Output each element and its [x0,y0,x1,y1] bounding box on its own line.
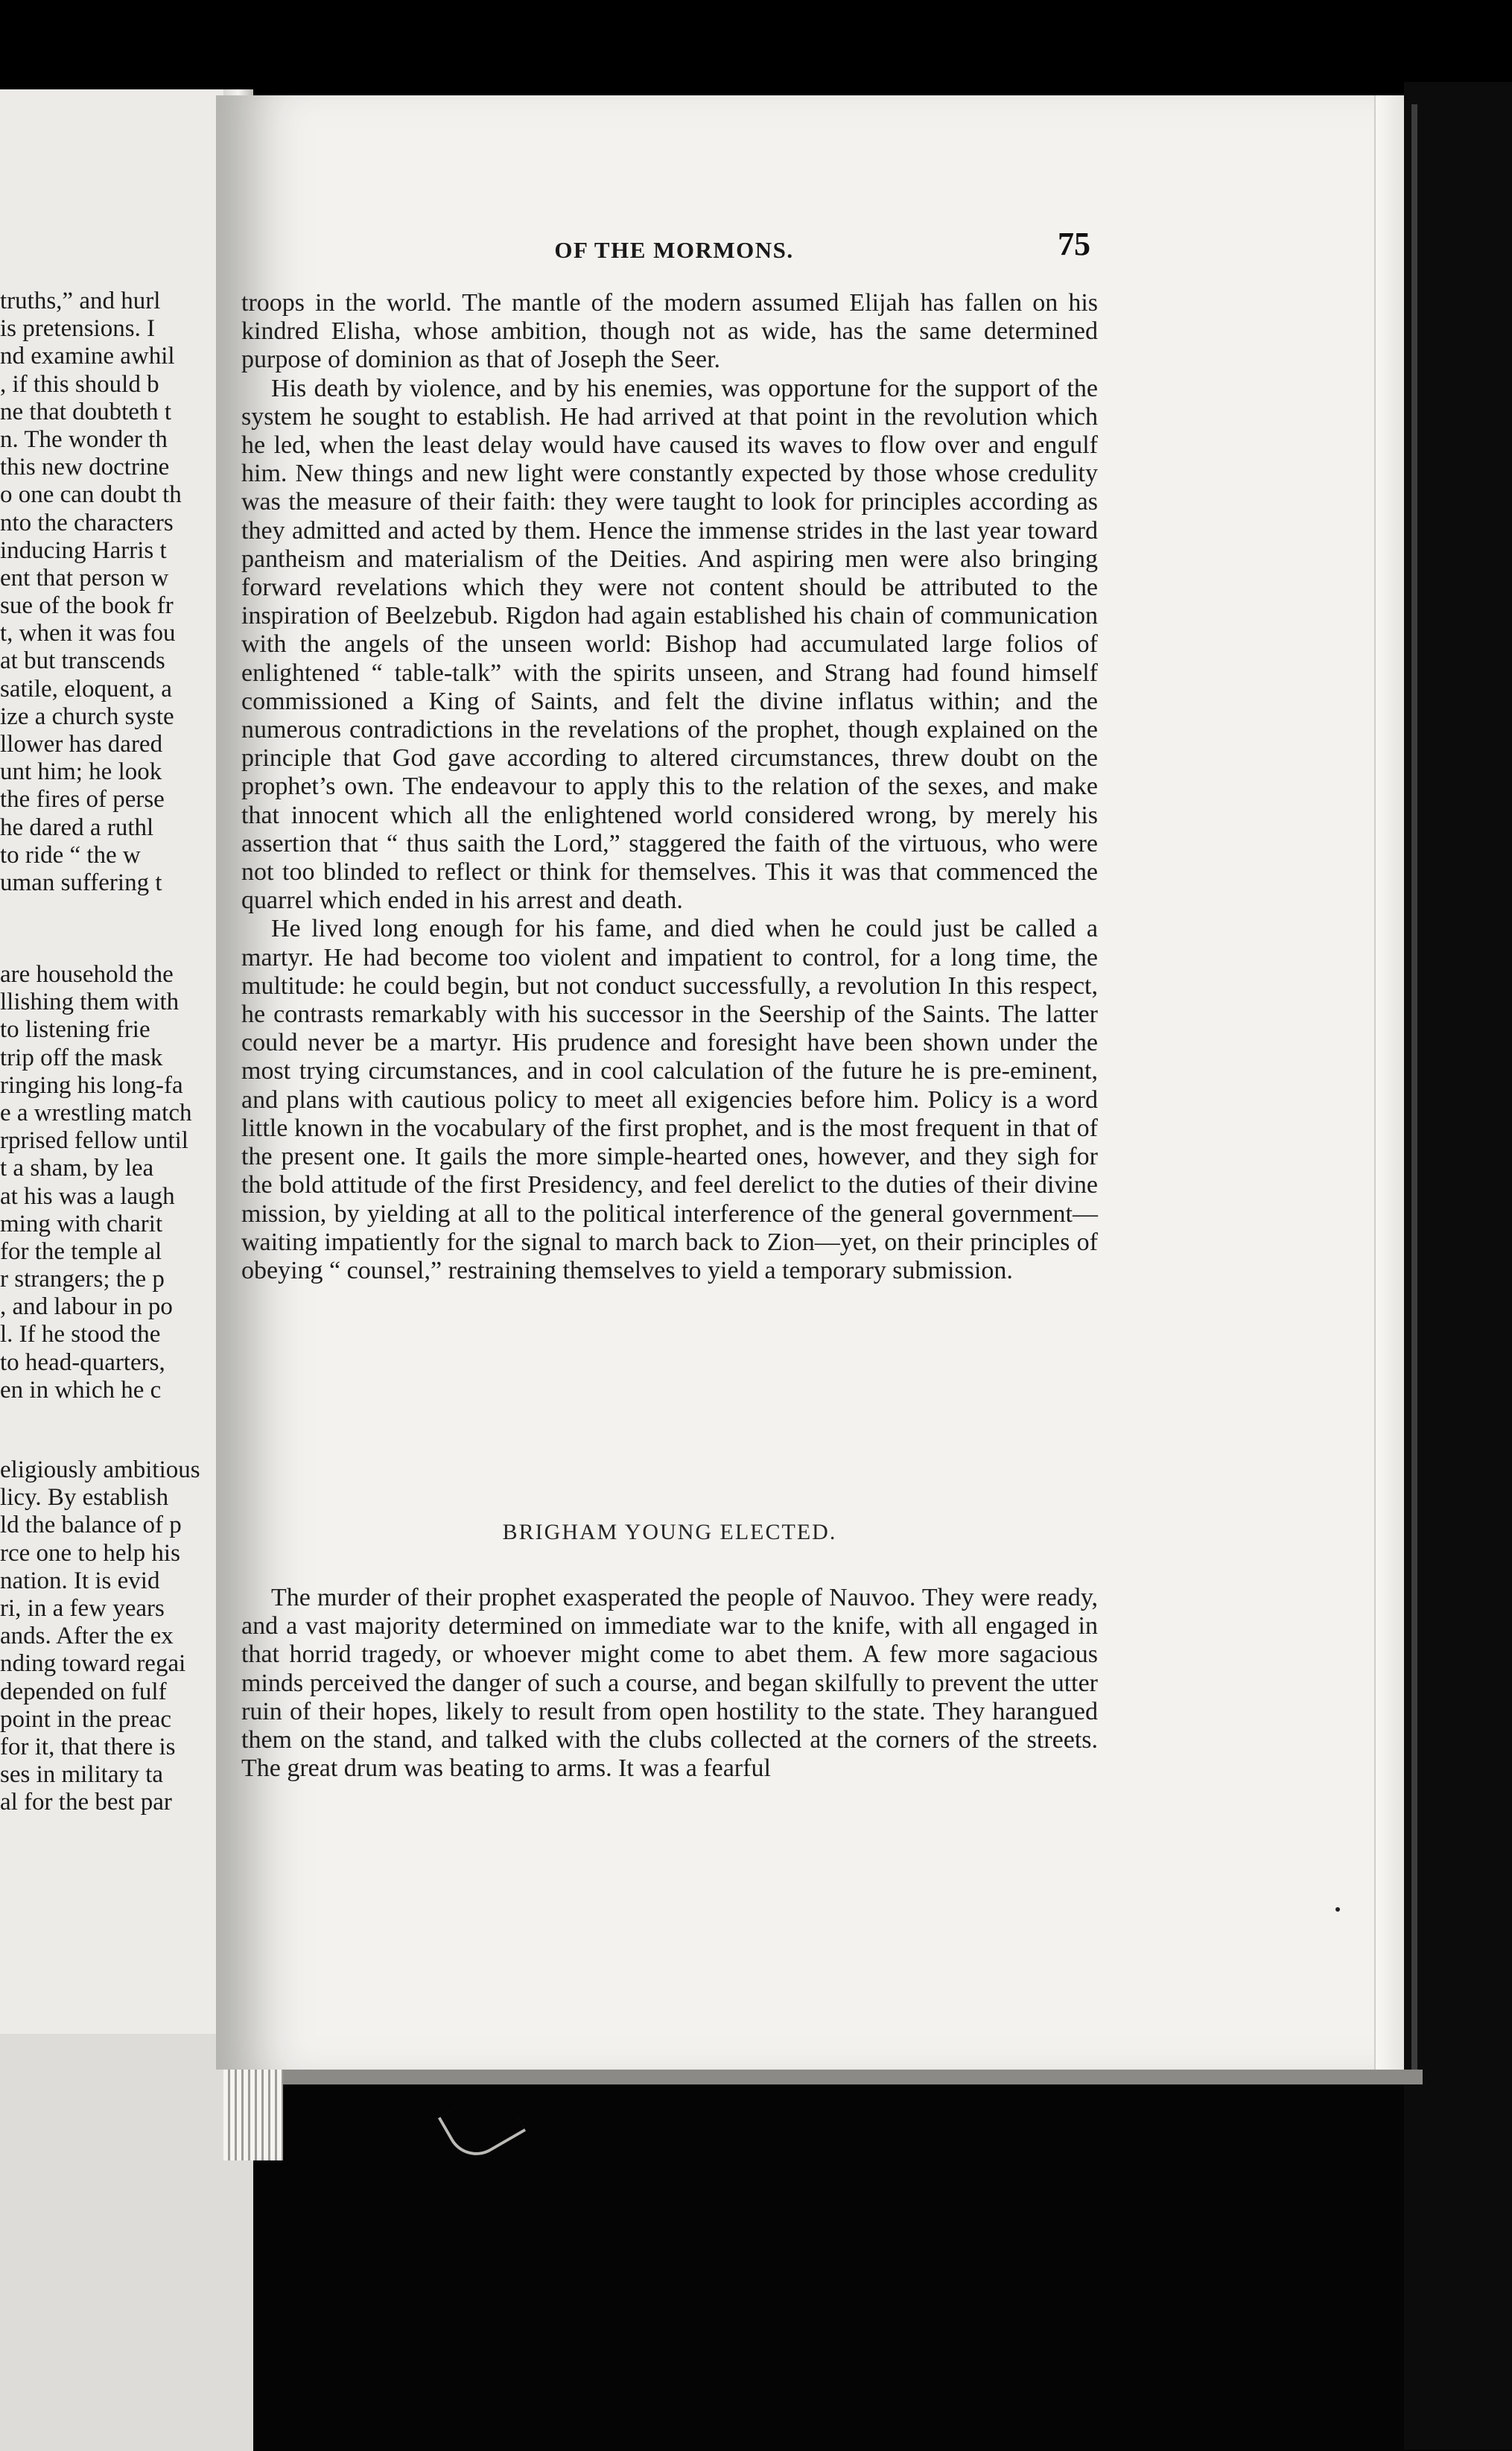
left-line: l. If he stood the [0,1321,161,1348]
left-page-text-block-1 [0,288,237,897]
left-line: t, when it was fou [0,620,176,647]
left-line: he dared a ruthl [0,814,154,841]
left-line: depended on fulf [0,1678,167,1705]
speck-mark [1335,1907,1340,1912]
left-line: nding toward regai [0,1650,186,1678]
left-line: llower has dared [0,731,163,758]
scan-background-right [1404,82,1512,2450]
section-body [241,1584,1098,1783]
left-line: nation. It is evid [0,1567,160,1594]
left-line: ands. After the ex [0,1623,174,1650]
left-line: n. The wonder th [0,425,168,453]
left-line: rprised fellow until [0,1127,188,1155]
left-line: e a wrestling match [0,1099,192,1126]
left-line: , if this should b [0,370,159,398]
left-line: sue of the book fr [0,592,174,620]
left-line: rce one to help his [0,1539,180,1567]
left-line: point in the preac [0,1705,172,1733]
left-line: , and labour in po [0,1293,173,1321]
left-line: to listening frie [0,1016,150,1044]
left-page-text-block-2 [0,961,237,1404]
book-cover-edge [1411,104,1417,2071]
body-text-column [241,289,1098,1285]
paragraph-1: troops in the world. The mantle of the modern assumed Elijah has fallen on his kindred Elisha, whose ambition, though not as wide, has the same determined purpose of dominion as that of Joseph the Seer. [241,289,1098,374]
left-line: ri, in a few years [0,1594,165,1622]
left-line: ize a church syste [0,703,174,730]
left-line: ming with charit [0,1210,163,1237]
left-line: ne that doubteth t [0,398,172,425]
left-line: en in which he c [0,1376,162,1404]
left-line: r strangers; the p [0,1266,165,1293]
left-line: at his was a laugh [0,1182,175,1210]
left-line: t a sham, by lea [0,1155,154,1182]
left-line: ent that person w [0,564,169,592]
left-page-text-block-3 [0,1456,237,1816]
running-header: OF THE MORMONS. [554,237,794,263]
left-line: uman suffering t [0,869,162,896]
left-line: for the temple al [0,1237,162,1265]
left-line: ses in military ta [0,1761,164,1789]
left-line: to ride “ the w [0,841,141,869]
left-line: ringing his long-fa [0,1071,183,1099]
left-line: llishing them with [0,989,180,1016]
paragraph-3: He lived long enough for his fame, and died when he could just be called a martyr. He had become too violent and impatient to control, for a long time, the multitude: he could begin, but not conduct successfully, a revolution In this respect, he contrasts remarkably with his successor in the Seership of the Saints. The latter could never be a martyr. His prudence and foresight have been shown under the most trying circumstances, and in cool calculation of the future he is pre-eminent, and plans with cautious policy to meet all exigencies before him. Policy is a word little known in the vocabulary of the first prophet, and is the most frequent in that of the present one. It gails the more simple-hearted ones, however, and they sigh for the bold attitude of the first Presidency, and feel derelict to the duties of their divine mission, by yielding at all to the political interference of the general government—waiting impatiently for the signal to march back to Zion—yet, on their principles of obeying “ counsel,” restraining themselves to yield a temporary submission. [241,915,1098,1284]
left-line: o one can doubt th [0,481,182,509]
page-number: 75 [1058,226,1090,262]
left-line: are household the [0,961,174,988]
left-line: al for the best par [0,1789,172,1816]
left-line: at but transcends [0,647,165,675]
left-page-bottom [0,2034,253,2451]
scan-background-top [0,0,1512,97]
left-line: inducing Harris t [0,536,167,564]
left-line: nd examine awhil [0,343,175,370]
left-line: unt him; he look [0,758,162,786]
section-heading: BRIGHAM YOUNG ELECTED. [502,1520,837,1544]
left-line: is pretensions. I [0,315,156,343]
paragraph-2: His death by violence, and by his enemies, was opportune for the support of the system he sought to establish. He had arrived at that point in the revolution which he led, when the least delay would have caused its waves to flow over and engulf him. New things and new light were constantly expected by those whose credulity was the measure of their faith: they were taught to look for principles according as they admitted and acted by them. Hence the immense strides in the last year toward pantheism and materialism of the Deities. And aspiring men were also bringing forward revelations which they were not content should be attributed to the inspiration of Beelzebub. Rigdon had again established his chain of communication with the angels of the unseen world: Bishop had accumulated large folios of enlightened “ table-talk” with the spirits unseen, and Strang had found himself commissioned a King of Saints, and felt the divine inflatus within; and the numerous contradictions in the revelations of the prophet, though explained on the principle that God gave according to altered circumstances, threw doubt on the prophet’s own. The endeavour to apply this to the relation of the sexes, and make that innocent which all the enlightened world considered wrong, by merely his assertion that “ thus saith the Lord,” staggered the faith of the virtuous, who were not too blinded to reflect or think for themselves. This it was that commenced the quarrel which ended in his arrest and death. [241,374,1098,915]
left-line: for it, that there is [0,1733,176,1760]
right-page-bottom-shadow [283,2070,1423,2084]
left-line: ld the balance of p [0,1512,182,1539]
left-line: to head-quarters, [0,1348,165,1376]
left-line: trip off the mask [0,1044,163,1071]
section-paragraph: The murder of their prophet exasperated the people of Nauvoo. They were ready, and a vast majority determined on immediate war to the knife, with all engaged in that horrid tragedy, or whoever might come to abet them. A few more sagacious minds perceived the danger of such a course, and began skilfully to prevent the utter ruin of their hopes, likely to result from open hostility to the state. They harangued them on the stand, and talked with the clubs collected at the corners of the streets. The great drum was beating to arms. It was a fearful [241,1584,1098,1783]
left-line: truths,” and hurl [0,288,161,314]
left-line: this new doctrine [0,454,170,481]
right-page-margin [1374,95,1405,2081]
left-line: the fires of perse [0,786,165,814]
left-line: satile, eloquent, a [0,675,172,703]
left-line: nto the characters [0,509,174,536]
left-line: licy. By establish [0,1484,169,1512]
page-curl-mark [438,2083,526,2166]
left-line: eligiously ambitious [0,1456,200,1483]
